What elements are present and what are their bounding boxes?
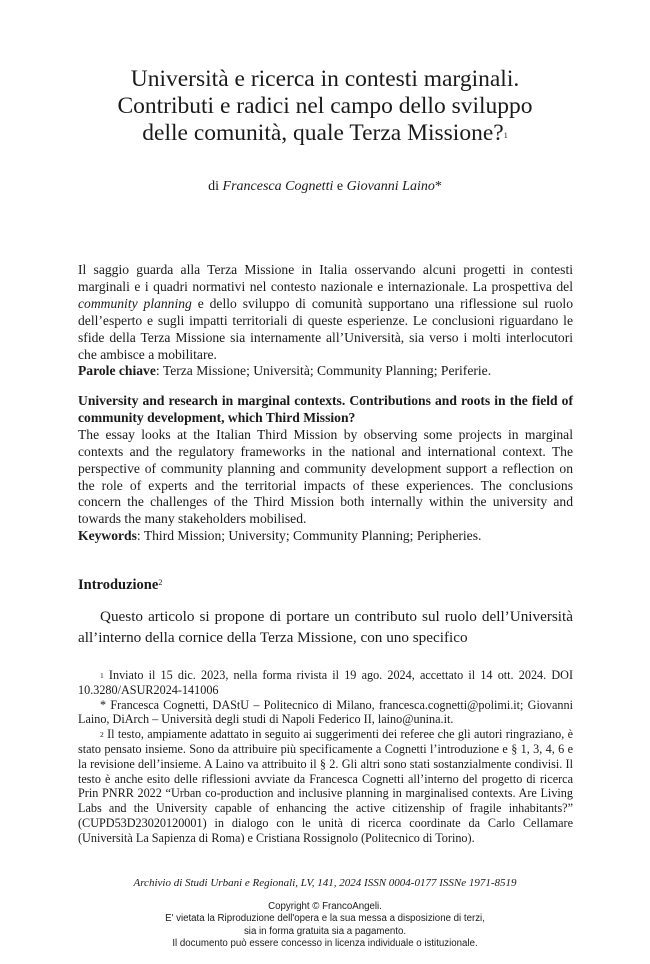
keywords-italian bbox=[78, 363, 573, 380]
footnote-star bbox=[78, 698, 573, 728]
footnote-1-text: Inviato il 15 dic. 2023, nella forma rivista il 19 ago. 2024, accettato il 14 ott. 2024. DOI 10.3280/ASUR2024-141006 bbox=[78, 668, 574, 697]
abstract-italian bbox=[78, 262, 573, 380]
abstract-it-text-part1: Il saggio guarda alla Terza Missione in Italia osservando alcuni progetti in contesti marginali e i quadri normativi nel contesto nazionale e internazionale. La prospettiva del bbox=[78, 262, 573, 294]
footnote-2-text: Il testo, ampiamente adattato in seguito ai suggerimenti dei referee che gli autori ringraziano, è stato pensato insieme. Sono da attribuire più specificamente a Cognetti l’introduzione e § 1, 3, 4, 6 e la revisione dell’insieme. A Laino va attribuito il § 2. Gli altri sono stati sostanzialmente condivisi. Il testo è anche esito delle riflessioni avviate da Francesca Cognetti all’interno del progetto di ricerca Prin PNRR 2022 “Urban co-production and inclusive planning in marginalised contexts. Are Living Labs and the University capable of enhancing the active citizenship of fragile inhabitants?” (CUPD53D23020120001) in dialogo con le unità di ricerca coordinate da Carlo Cellamare (Università La Sapienza di Roma) e Cristiana Rossignolo (Politecnico di Torino). bbox=[78, 727, 573, 845]
title-line-2: Contributi e radici nel campo dello sviluppo bbox=[117, 93, 533, 119]
footnote-1 bbox=[78, 668, 573, 698]
keywords-en-label: Keywords bbox=[78, 528, 137, 544]
section-heading-text: Introduzione bbox=[78, 577, 159, 593]
copyright-line-1: Copyright © FrancoAngeli. bbox=[268, 901, 382, 912]
author-footnote-mark[interactable]: * bbox=[434, 179, 442, 194]
abstract-it-italic-term: community planning bbox=[78, 295, 192, 311]
keywords-english bbox=[78, 528, 573, 545]
footnote-1-number: 1 bbox=[100, 671, 104, 680]
abstract-it-text-part2: e dello sviluppo di comunità supportano una riflessione sul ruolo dell’esperto e sugli impatti territoriali di queste esperienze. Le conclusioni riguardano le sfide della Terza Missione sia internamente all’Università, sia verso i molti interlocutori che ambisce a mobilitare. bbox=[78, 295, 573, 362]
keywords-en-values: : Third Mission; University; Community Planning; Peripheries. bbox=[136, 528, 482, 544]
byline-conjunction: e bbox=[336, 179, 344, 194]
title-line-3 bbox=[60, 120, 590, 147]
intro-paragraph bbox=[78, 606, 573, 648]
author-name-2: Giovanni Laino bbox=[346, 179, 435, 194]
copyright-line-3: sia in forma gratuita sia a pagamento. bbox=[243, 925, 407, 937]
abstract-english bbox=[78, 393, 573, 545]
article-title bbox=[60, 66, 590, 147]
byline-prefix: di bbox=[208, 179, 220, 194]
abstract-it-text bbox=[78, 262, 573, 363]
abstract-en-text: The essay looks at the Italian Third Mission by observing some projects in marginal contexts and the regulatory frameworks in the national and international context. The perspective of community planning and community development support a reflection on the role of experts and the territorial impacts of these experiences. The conclusions concern the challenges of the Third Mission both internally within the university and towards the many stakeholders mobilised. bbox=[78, 426, 573, 527]
footnote-2 bbox=[78, 727, 573, 845]
footnote-2-number: 2 bbox=[100, 730, 104, 740]
copyright-line-2: E' vietata la Riproduzione dell'opera e la sua messa a disposizione di terzi, bbox=[165, 913, 485, 925]
keywords-it-values: : Terza Missione; Università; Community Planning; Periferie. bbox=[155, 363, 492, 379]
author-byline bbox=[60, 178, 590, 196]
author-name-1: Francesca Cognetti bbox=[222, 179, 334, 194]
copyright-notice bbox=[60, 901, 590, 951]
footnotes bbox=[78, 668, 573, 846]
intro-paragraph-text: Questo articolo si propone di portare un contributo sul ruolo dell’Università all’interno della cornice della Terza Missione, con uno specifico bbox=[78, 608, 573, 646]
keywords-it-label: Parole chiave bbox=[78, 363, 156, 379]
abstract-en-title: University and research in marginal contexts. Contributions and roots in the field of community development, which Third Mission? bbox=[78, 393, 573, 425]
section-footnote-ref[interactable]: 2 bbox=[158, 578, 163, 587]
title-line-3-text: delle comunità, quale Terza Missione? bbox=[142, 120, 504, 146]
section-heading-introduzione bbox=[78, 577, 162, 594]
title-footnote-ref[interactable]: 1 bbox=[503, 131, 508, 140]
footnote-star-mark: * bbox=[100, 697, 107, 712]
title-line-1: Università e ricerca in contesti marginali. bbox=[130, 66, 520, 92]
footnote-star-text: Francesca Cognetti, DAStU – Politecnico di Milano, francesca.cognetti@polimi.it; Giovanni Laino, DiArch – Università degli studi di Napoli Federico II, laino@unina.it. bbox=[78, 697, 574, 727]
copyright-line-4: Il documento può essere concesso in licenza individuale o istituzionale. bbox=[172, 938, 478, 950]
journal-citation-footer: Archivio di Studi Urbani e Regionali, LV, 141, 2024 ISSN 0004-0177 ISSNe 1971-8519 bbox=[133, 877, 517, 889]
